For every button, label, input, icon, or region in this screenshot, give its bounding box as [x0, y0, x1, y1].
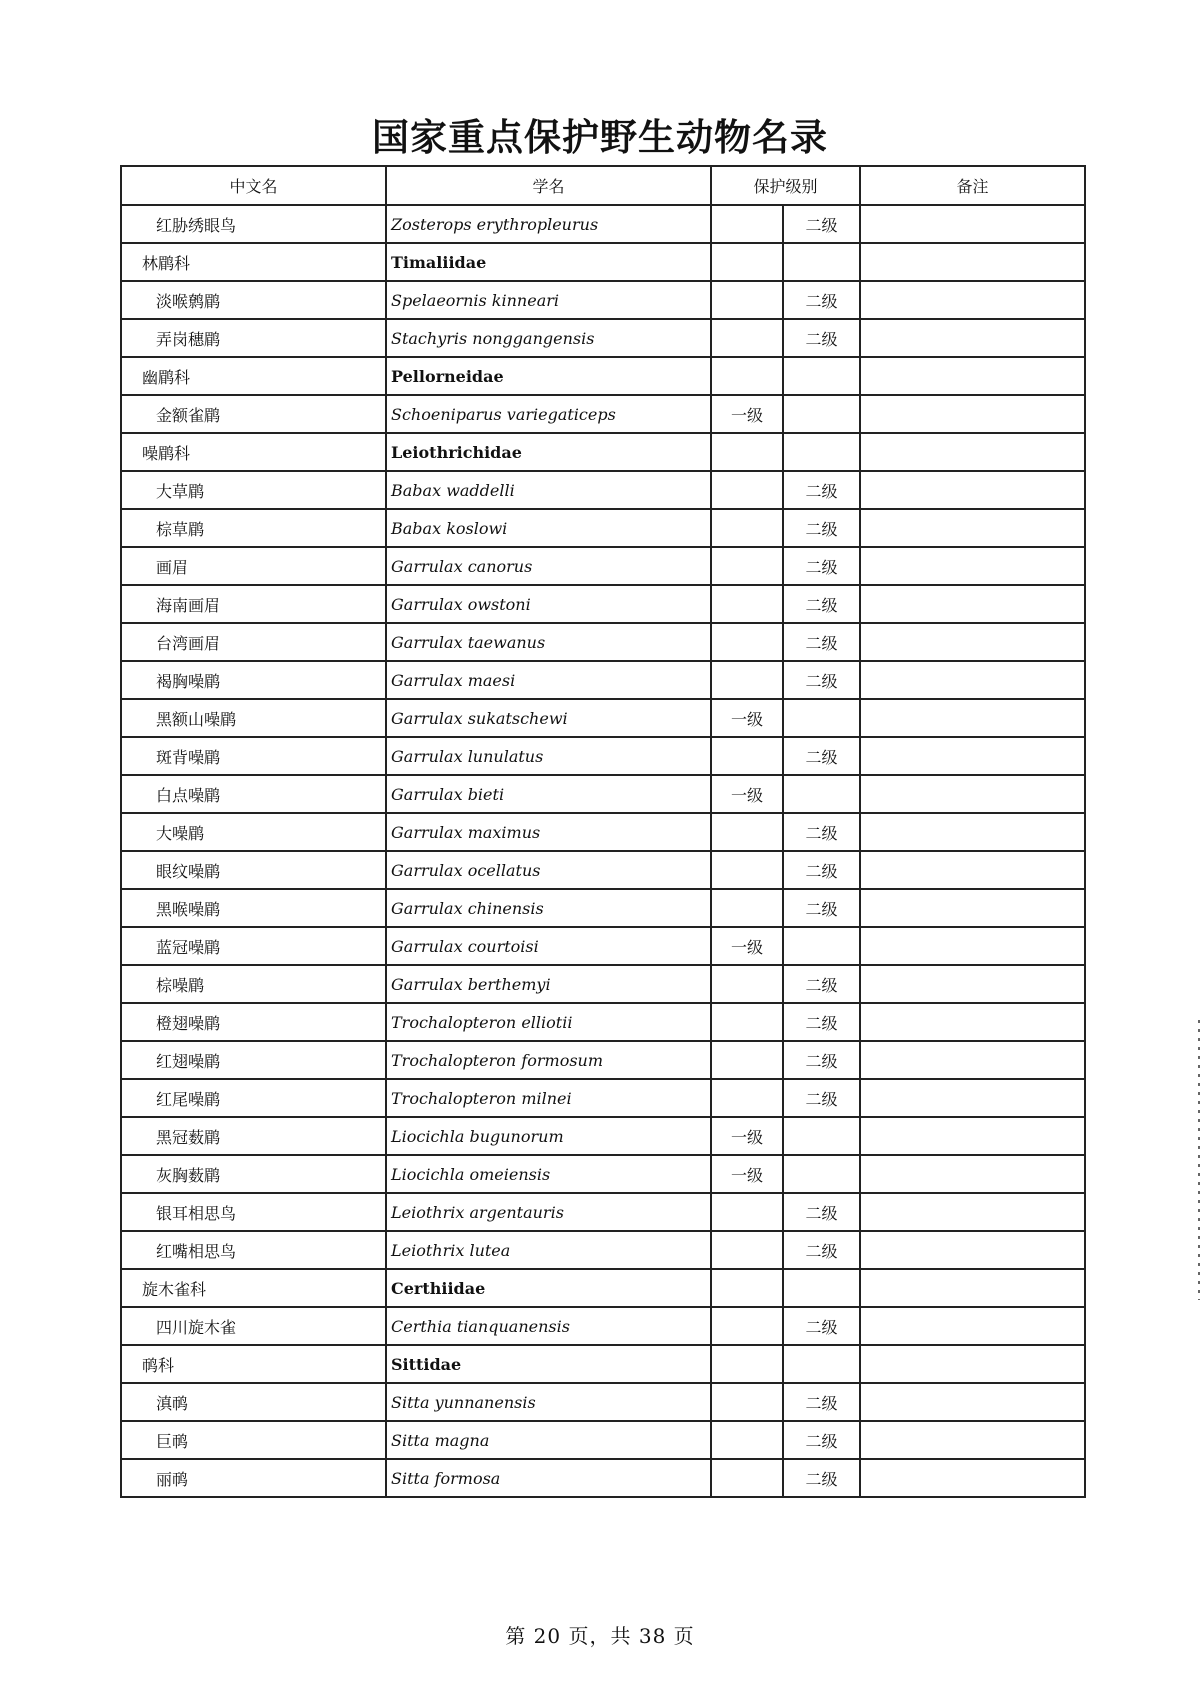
- remarks-cell: [860, 1003, 1085, 1041]
- family-row: [121, 433, 1085, 471]
- remarks-cell: [860, 1459, 1085, 1497]
- species-row: [121, 1041, 1085, 1079]
- level-one-cell: 一级: [711, 1117, 783, 1155]
- header-scientific-name: 学名: [386, 166, 711, 205]
- scientific-name-cell: Trochalopteron milnei: [386, 1079, 711, 1117]
- level-two-cell: 二级: [783, 471, 860, 509]
- header-remarks: 备注: [860, 166, 1085, 205]
- level-two-cell: [783, 1155, 860, 1193]
- remarks-cell: [860, 661, 1085, 699]
- scientific-name-cell: Garrulax ocellatus: [386, 851, 711, 889]
- level-two-cell: [783, 357, 860, 395]
- remarks-cell: [860, 1117, 1085, 1155]
- scientific-name-cell: Babax koslowi: [386, 509, 711, 547]
- species-row: [121, 585, 1085, 623]
- level-two-cell: 二级: [783, 1231, 860, 1269]
- species-row: [121, 471, 1085, 509]
- scientific-name-cell: Stachyris nonggangensis: [386, 319, 711, 357]
- level-two-cell: 二级: [783, 813, 860, 851]
- remarks-cell: [860, 243, 1085, 281]
- remarks-cell: [860, 509, 1085, 547]
- scientific-name-cell: Sitta magna: [386, 1421, 711, 1459]
- species-row: [121, 547, 1085, 585]
- remarks-cell: [860, 471, 1085, 509]
- scientific-name-cell: Babax waddelli: [386, 471, 711, 509]
- family-row: [121, 1345, 1085, 1383]
- remarks-cell: [860, 1193, 1085, 1231]
- level-two-cell: [783, 1269, 860, 1307]
- level-one-cell: [711, 243, 783, 281]
- chinese-name-cell: 大噪鹛: [121, 813, 386, 851]
- species-row: [121, 699, 1085, 737]
- family-row: [121, 1269, 1085, 1307]
- species-row: [121, 775, 1085, 813]
- level-two-cell: 二级: [783, 319, 860, 357]
- level-one-cell: [711, 813, 783, 851]
- level-two-cell: [783, 433, 860, 471]
- chinese-name-cell: 银耳相思鸟: [121, 1193, 386, 1231]
- chinese-name-cell: 䴓科: [121, 1345, 386, 1383]
- species-row: [121, 661, 1085, 699]
- scientific-name-cell: Garrulax lunulatus: [386, 737, 711, 775]
- species-row: [121, 1383, 1085, 1421]
- chinese-name-cell: 斑背噪鹛: [121, 737, 386, 775]
- scientific-name-cell: Certhiidae: [386, 1269, 711, 1307]
- level-two-cell: 二级: [783, 585, 860, 623]
- chinese-name-cell: 大草鹛: [121, 471, 386, 509]
- remarks-cell: [860, 319, 1085, 357]
- scientific-name-cell: Liocichla bugunorum: [386, 1117, 711, 1155]
- species-row: [121, 813, 1085, 851]
- species-row: [121, 205, 1085, 243]
- table-header-row: [121, 166, 1085, 205]
- remarks-cell: [860, 585, 1085, 623]
- chinese-name-cell: 褐胸噪鹛: [121, 661, 386, 699]
- chinese-name-cell: 台湾画眉: [121, 623, 386, 661]
- remarks-cell: [860, 205, 1085, 243]
- header-chinese-name: 中文名: [121, 166, 386, 205]
- remarks-cell: [860, 1269, 1085, 1307]
- chinese-name-cell: 弄岗穗鹛: [121, 319, 386, 357]
- chinese-name-cell: 白点噪鹛: [121, 775, 386, 813]
- level-two-cell: [783, 243, 860, 281]
- chinese-name-cell: 画眉: [121, 547, 386, 585]
- species-row: [121, 1231, 1085, 1269]
- level-one-cell: [711, 547, 783, 585]
- species-row: [121, 1307, 1085, 1345]
- level-two-cell: 二级: [783, 1079, 860, 1117]
- scientific-name-cell: Trochalopteron elliotii: [386, 1003, 711, 1041]
- scientific-name-cell: Pellorneidae: [386, 357, 711, 395]
- remarks-cell: [860, 965, 1085, 1003]
- species-row: [121, 1003, 1085, 1041]
- scientific-name-cell: Trochalopteron formosum: [386, 1041, 711, 1079]
- remarks-cell: [860, 889, 1085, 927]
- level-two-cell: 二级: [783, 1459, 860, 1497]
- level-one-cell: [711, 851, 783, 889]
- chinese-name-cell: 滇䴓: [121, 1383, 386, 1421]
- species-row: [121, 509, 1085, 547]
- species-row: [121, 851, 1085, 889]
- scientific-name-cell: Leiothrix argentauris: [386, 1193, 711, 1231]
- scientific-name-cell: Garrulax canorus: [386, 547, 711, 585]
- level-two-cell: 二级: [783, 965, 860, 1003]
- remarks-cell: [860, 1231, 1085, 1269]
- level-two-cell: 二级: [783, 547, 860, 585]
- remarks-cell: [860, 1383, 1085, 1421]
- level-one-cell: [711, 281, 783, 319]
- family-row: [121, 357, 1085, 395]
- chinese-name-cell: 红尾噪鹛: [121, 1079, 386, 1117]
- scientific-name-cell: Garrulax owstoni: [386, 585, 711, 623]
- level-two-cell: 二级: [783, 281, 860, 319]
- scientific-name-cell: Garrulax courtoisi: [386, 927, 711, 965]
- level-one-cell: [711, 1193, 783, 1231]
- scientific-name-cell: Garrulax berthemyi: [386, 965, 711, 1003]
- level-two-cell: 二级: [783, 661, 860, 699]
- species-row: [121, 1117, 1085, 1155]
- level-one-cell: [711, 1383, 783, 1421]
- remarks-cell: [860, 547, 1085, 585]
- level-two-cell: 二级: [783, 205, 860, 243]
- scientific-name-cell: Leiothrix lutea: [386, 1231, 711, 1269]
- level-one-cell: 一级: [711, 927, 783, 965]
- scientific-name-cell: Liocichla omeiensis: [386, 1155, 711, 1193]
- chinese-name-cell: 黑额山噪鹛: [121, 699, 386, 737]
- remarks-cell: [860, 813, 1085, 851]
- chinese-name-cell: 棕噪鹛: [121, 965, 386, 1003]
- level-one-cell: [711, 1421, 783, 1459]
- level-one-cell: [711, 1345, 783, 1383]
- species-row: [121, 1459, 1085, 1497]
- level-one-cell: [711, 433, 783, 471]
- chinese-name-cell: 橙翅噪鹛: [121, 1003, 386, 1041]
- remarks-cell: [860, 357, 1085, 395]
- species-row: [121, 1193, 1085, 1231]
- remarks-cell: [860, 1079, 1085, 1117]
- chinese-name-cell: 灰胸薮鹛: [121, 1155, 386, 1193]
- table-body: [121, 205, 1085, 1497]
- chinese-name-cell: 红胁绣眼鸟: [121, 205, 386, 243]
- level-one-cell: [711, 509, 783, 547]
- level-two-cell: 二级: [783, 623, 860, 661]
- chinese-name-cell: 丽䴓: [121, 1459, 386, 1497]
- remarks-cell: [860, 433, 1085, 471]
- level-two-cell: [783, 1117, 860, 1155]
- chinese-name-cell: 蓝冠噪鹛: [121, 927, 386, 965]
- level-two-cell: 二级: [783, 1041, 860, 1079]
- species-table: [120, 165, 1086, 1498]
- scientific-name-cell: Sitta formosa: [386, 1459, 711, 1497]
- scientific-name-cell: Garrulax maximus: [386, 813, 711, 851]
- level-two-cell: 二级: [783, 1383, 860, 1421]
- level-one-cell: [711, 319, 783, 357]
- level-one-cell: [711, 1307, 783, 1345]
- level-one-cell: [711, 1231, 783, 1269]
- scientific-name-cell: Garrulax sukatschewi: [386, 699, 711, 737]
- scientific-name-cell: Zosterops erythropleurus: [386, 205, 711, 243]
- scientific-name-cell: Sittidae: [386, 1345, 711, 1383]
- scientific-name-cell: Garrulax maesi: [386, 661, 711, 699]
- chinese-name-cell: 棕草鹛: [121, 509, 386, 547]
- species-row: [121, 889, 1085, 927]
- remarks-cell: [860, 1155, 1085, 1193]
- chinese-name-cell: 金额雀鹛: [121, 395, 386, 433]
- level-one-cell: [711, 1041, 783, 1079]
- level-one-cell: [711, 965, 783, 1003]
- scientific-name-cell: Sitta yunnanensis: [386, 1383, 711, 1421]
- level-one-cell: [711, 1269, 783, 1307]
- level-two-cell: [783, 1345, 860, 1383]
- level-two-cell: 二级: [783, 1307, 860, 1345]
- level-two-cell: [783, 927, 860, 965]
- level-one-cell: [711, 1003, 783, 1041]
- species-row: [121, 395, 1085, 433]
- species-row: [121, 319, 1085, 357]
- remarks-cell: [860, 281, 1085, 319]
- chinese-name-cell: 红嘴相思鸟: [121, 1231, 386, 1269]
- level-one-cell: [711, 1459, 783, 1497]
- remarks-cell: [860, 737, 1085, 775]
- species-row: [121, 1421, 1085, 1459]
- header-protection-level: 保护级别: [711, 166, 860, 205]
- species-row: [121, 1155, 1085, 1193]
- level-one-cell: [711, 737, 783, 775]
- family-row: [121, 243, 1085, 281]
- chinese-name-cell: 红翅噪鹛: [121, 1041, 386, 1079]
- level-one-cell: [711, 357, 783, 395]
- scientific-name-cell: Schoeniparus variegaticeps: [386, 395, 711, 433]
- level-two-cell: 二级: [783, 851, 860, 889]
- level-one-cell: [711, 205, 783, 243]
- level-one-cell: [711, 471, 783, 509]
- remarks-cell: [860, 623, 1085, 661]
- page-title: 国家重点保护野生动物名录: [372, 115, 828, 159]
- remarks-cell: [860, 927, 1085, 965]
- chinese-name-cell: 林鹛科: [121, 243, 386, 281]
- level-two-cell: [783, 775, 860, 813]
- remarks-cell: [860, 775, 1085, 813]
- level-one-cell: [711, 889, 783, 927]
- scientific-name-cell: Spelaeornis kinneari: [386, 281, 711, 319]
- scientific-name-cell: Certhia tianquanensis: [386, 1307, 711, 1345]
- species-row: [121, 623, 1085, 661]
- chinese-name-cell: 眼纹噪鹛: [121, 851, 386, 889]
- remarks-cell: [860, 851, 1085, 889]
- level-one-cell: [711, 1079, 783, 1117]
- page-footer: 第 20 页，共 38 页: [505, 1624, 695, 1648]
- level-two-cell: 二级: [783, 1421, 860, 1459]
- species-row: [121, 737, 1085, 775]
- scientific-name-cell: Leiothrichidae: [386, 433, 711, 471]
- chinese-name-cell: 噪鹛科: [121, 433, 386, 471]
- level-one-cell: 一级: [711, 775, 783, 813]
- level-two-cell: [783, 699, 860, 737]
- species-row: [121, 281, 1085, 319]
- chinese-name-cell: 旋木雀科: [121, 1269, 386, 1307]
- level-two-cell: 二级: [783, 1003, 860, 1041]
- chinese-name-cell: 黑喉噪鹛: [121, 889, 386, 927]
- level-two-cell: 二级: [783, 737, 860, 775]
- chinese-name-cell: 淡喉鹩鹛: [121, 281, 386, 319]
- remarks-cell: [860, 1307, 1085, 1345]
- remarks-cell: [860, 395, 1085, 433]
- level-two-cell: 二级: [783, 509, 860, 547]
- level-one-cell: [711, 585, 783, 623]
- level-one-cell: 一级: [711, 699, 783, 737]
- level-one-cell: 一级: [711, 1155, 783, 1193]
- remarks-cell: [860, 1421, 1085, 1459]
- remarks-cell: [860, 1041, 1085, 1079]
- remarks-cell: [860, 1345, 1085, 1383]
- species-row: [121, 1079, 1085, 1117]
- chinese-name-cell: 幽鹛科: [121, 357, 386, 395]
- level-one-cell: [711, 661, 783, 699]
- species-row: [121, 965, 1085, 1003]
- remarks-cell: [860, 699, 1085, 737]
- species-row: [121, 927, 1085, 965]
- chinese-name-cell: 四川旋木雀: [121, 1307, 386, 1345]
- scientific-name-cell: Garrulax bieti: [386, 775, 711, 813]
- scientific-name-cell: Timaliidae: [386, 243, 711, 281]
- level-two-cell: 二级: [783, 889, 860, 927]
- level-one-cell: 一级: [711, 395, 783, 433]
- level-two-cell: [783, 395, 860, 433]
- level-two-cell: 二级: [783, 1193, 860, 1231]
- chinese-name-cell: 海南画眉: [121, 585, 386, 623]
- scientific-name-cell: Garrulax chinensis: [386, 889, 711, 927]
- scientific-name-cell: Garrulax taewanus: [386, 623, 711, 661]
- chinese-name-cell: 黑冠薮鹛: [121, 1117, 386, 1155]
- chinese-name-cell: 巨䴓: [121, 1421, 386, 1459]
- level-one-cell: [711, 623, 783, 661]
